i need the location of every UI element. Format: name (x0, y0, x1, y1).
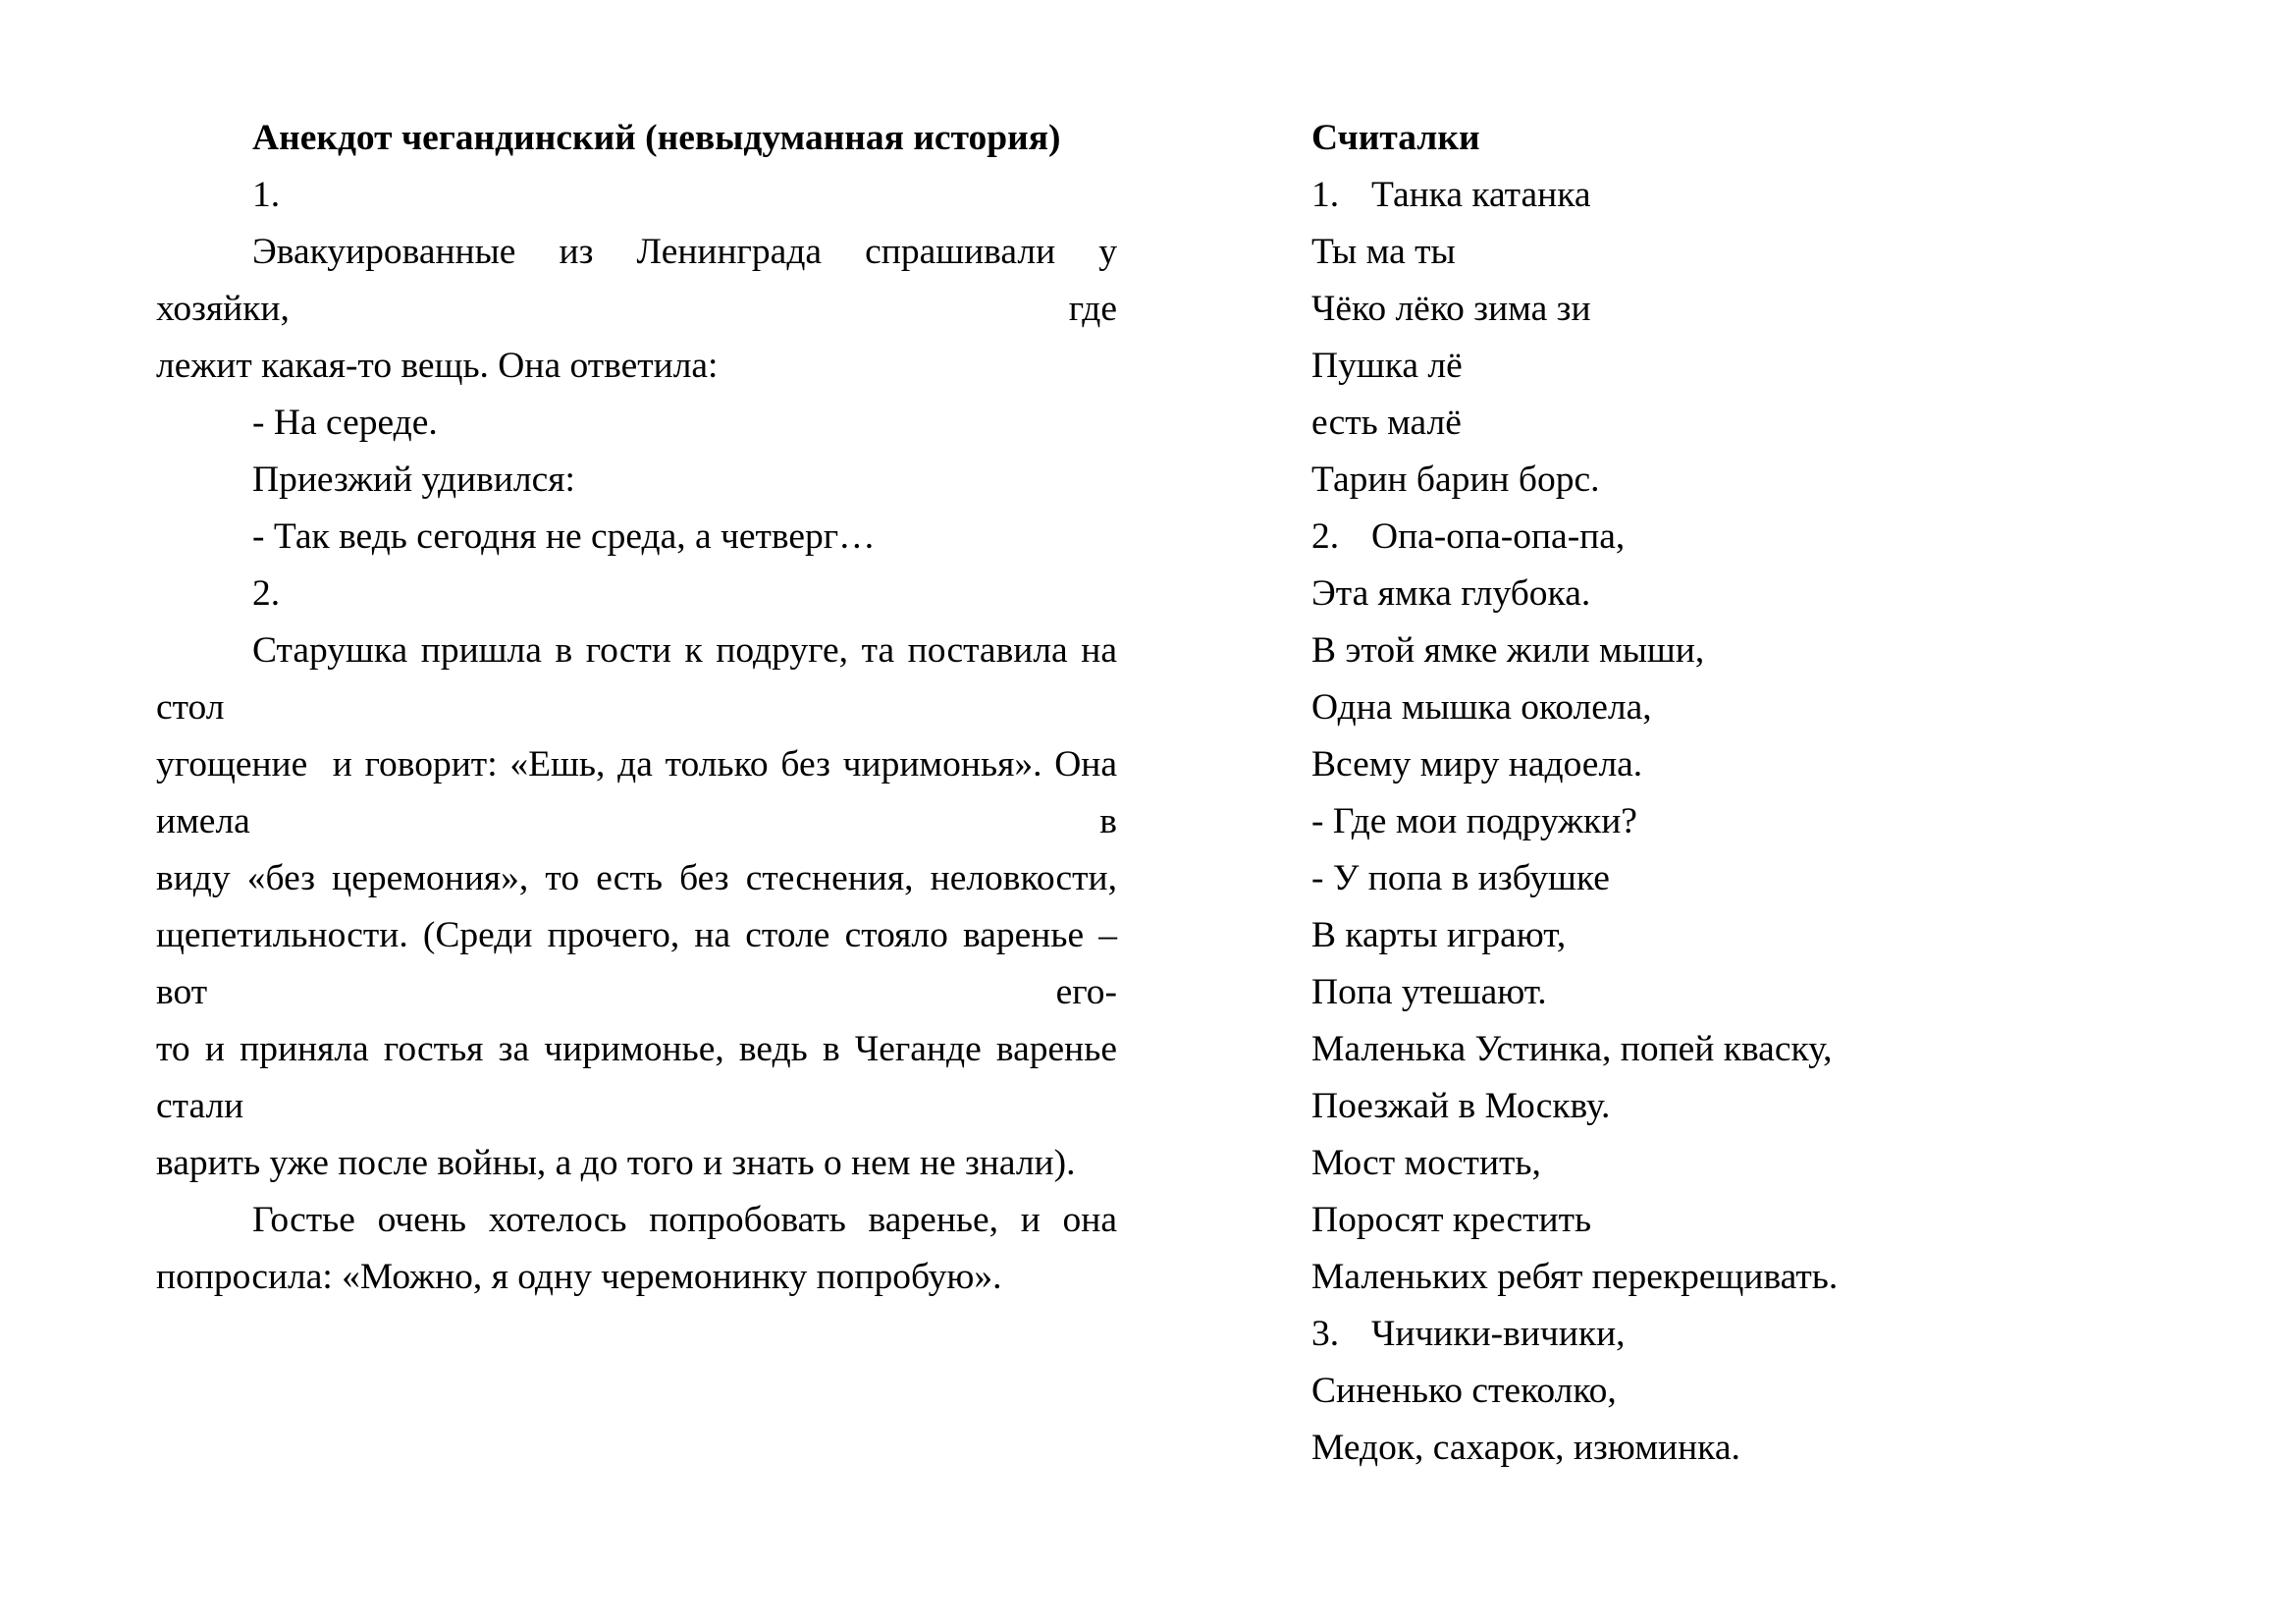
text-line: Маленька Устинка, попей кваску, (1311, 1029, 1833, 1069)
text-line: - Где мои подружки? (1311, 801, 1637, 841)
list-text: Танка катанка (1371, 175, 1591, 215)
text-line: Пушка лё (1311, 346, 1463, 386)
section-title: Считалки (1311, 118, 1480, 158)
section-title: Анекдот чегандинский (невыдуманная история) (252, 118, 1061, 158)
text-line: попросила: «Можно, я одну черемонинку попробую». (156, 1257, 1002, 1297)
text-line: В этой ямке жили мыши, (1311, 630, 1705, 671)
text-line: Гостье очень хотелось попробовать варенье, и она (252, 1200, 1117, 1240)
text-line: Попа утешают. (1311, 972, 1547, 1012)
text-line: - У попа в избушке (1311, 858, 1610, 898)
text-line (1311, 167, 2224, 224)
list-text: Опа-опа-опа-па, (1371, 516, 1626, 557)
text-line: Медок, сахарок, изюминка. (1311, 1428, 1740, 1468)
counting-rhymes-column (1311, 110, 2224, 1477)
text-line: Одна мышка околела, (1311, 687, 1652, 728)
list-number: 1. (1311, 175, 1340, 215)
text-line: Тарин барин борс. (1311, 460, 1600, 500)
text-line (1311, 509, 2224, 566)
text-line: щепетильности. (Среди прочего, на столе стояло варенье – вот его- (156, 915, 1127, 1012)
text-line: есть малё (1311, 403, 1462, 443)
text-line: угощение и говорит: «Ешь, да только без чиримонья». Она имела в (156, 744, 1127, 841)
text-line: Синенько стеколко, (1311, 1371, 1617, 1411)
text-line: Поросят крестить (1311, 1200, 1592, 1240)
text-line: В карты играют, (1311, 915, 1567, 955)
text-line: - На середе. (252, 403, 438, 443)
text-line: Чёко лёко зима зи (1311, 289, 1591, 329)
text-line: варить уже после войны, а до того и знать о нем не знали). (156, 1143, 1076, 1183)
list-number: 2. (1311, 516, 1340, 557)
text-line: Эвакуированные из Ленинграда спрашивали у хозяйки, где (156, 232, 1127, 329)
text-line: Всему миру надоела. (1311, 744, 1643, 785)
text-line: Мост мостить, (1311, 1143, 1541, 1183)
text-line: виду «без церемония», то есть без стеснения, неловкости, (156, 858, 1117, 898)
text-line: 2. (252, 573, 281, 614)
list-number: 3. (1311, 1314, 1340, 1354)
text-line: Эта ямка глубока. (1311, 573, 1591, 614)
anecdote-column (156, 110, 1127, 1306)
text-line: - Так ведь сегодня не среда, а четверг… (252, 516, 876, 557)
list-text: Чичики-вичики, (1371, 1314, 1626, 1354)
text-line: Ты ма ты (1311, 232, 1456, 272)
text-line: Старушка пришла в гости к подруге, та поставила на стол (156, 630, 1127, 728)
text-line: лежит какая-то вещь. Она ответила: (156, 346, 719, 386)
text-line: Поезжай в Москву. (1311, 1086, 1611, 1126)
text-line: Приезжий удивился: (252, 460, 575, 500)
text-line: Маленьких ребят перекрещивать. (1311, 1257, 1839, 1297)
text-line: 1. (252, 175, 281, 215)
text-line: то и приняла гостья за чиримонье, ведь в Чеганде варенье стали (156, 1029, 1127, 1126)
text-line (1311, 1306, 2224, 1363)
